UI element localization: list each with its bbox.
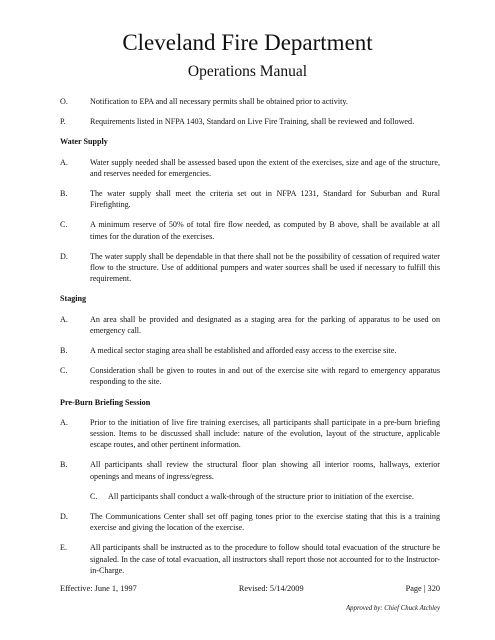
list-item-letter: C.	[90, 491, 98, 501]
list-item	[60, 491, 440, 502]
list-item-letter: B.	[60, 346, 68, 356]
list-item-text: A medical sector staging area shall be established and afforded easy access to the exercise site.	[90, 346, 397, 356]
list-item	[60, 251, 440, 285]
list-item-letter: A.	[60, 157, 68, 167]
list-item	[60, 459, 440, 481]
list-item	[60, 542, 440, 576]
revised-date: Revised: 5/14/2009	[238, 584, 304, 593]
list-item-letter: B.	[60, 189, 68, 199]
approved-by: Approved by: Chief Chuck Atchley	[346, 605, 440, 612]
list-item-text: Notification to EPA and all necessary permits shall be obtained prior to activity.	[90, 97, 348, 106]
section-heading: Pre-Burn Briefing Session	[60, 397, 151, 407]
list-item-letter: E.	[60, 543, 67, 553]
list-item-text: Consideration shall be given to routes in and out of the exercise site with regard to emergency apparatus responding to the site.	[90, 366, 440, 387]
list-item-text: The water supply shall be dependable in that there shall not be the possibility of cessation of required water flow to the structure. Use of additional pumpers and water sources shall be used if necessary to fulfill this requirement.	[90, 251, 440, 284]
list-item-letter: A.	[60, 314, 68, 324]
list-item-text: The Communications Center shall set off paging tones prior to the exercise stating that this is a training exercise and giving the location of the exercise.	[90, 512, 440, 533]
list-item	[60, 219, 440, 241]
list-item-text: Requirements listed in NFPA 1403, Standard on Live Fire Training, shall be reviewed and followed.	[90, 117, 415, 127]
list-item-text: All participants shall conduct a walk-through of the structure prior to initiation of the exercise.	[108, 491, 414, 501]
list-item	[60, 188, 440, 210]
page-number: Page | 320	[405, 584, 440, 593]
page-footer	[60, 583, 440, 594]
list-item-text: An area shall be provided and designated as a staging area for the parking of apparatus to be used on emergency call.	[90, 314, 440, 335]
list-item	[60, 511, 440, 533]
list-item-text: All participants shall review the structural floor plan showing all interior rooms, hallways, exterior openings and means of ingress/egress.	[90, 460, 440, 481]
list-item	[60, 365, 440, 387]
list-item-text: Water supply needed shall be assessed based upon the extent of the exercises, size and age of the structure, and reserves needed for emergencies.	[90, 157, 440, 178]
section-heading: Water Supply	[60, 137, 108, 147]
list-item-letter: O.	[60, 97, 68, 106]
list-item	[60, 116, 440, 127]
list-item-text: Prior to the initiation of live fire training exercises, all participants shall participate in a pre-burn briefing session. Items to be discussed shall include: nature of the evolution, layout of the structure, applicable escape routes, and other pertinent information.	[90, 417, 440, 450]
list-item	[60, 417, 440, 451]
list-item-text: A minimum reserve of 50% of total fire flow needed, as computed by B above, shall be available at all times for the duration of the exercises.	[90, 220, 440, 241]
list-item-text: All participants shall be instructed as to the procedure to follow should total evacuation of the structure be signaled. In the case of total evacuation, all instructors shall report those not accounted for to the Instructor-in-Charge.	[90, 543, 440, 575]
list-item	[60, 314, 440, 336]
page-title: Cleveland Fire Department	[122, 30, 373, 55]
effective-date: Effective: June 1, 1997	[60, 584, 137, 593]
section-heading: Staging	[60, 294, 87, 304]
list-item-text: The water supply shall meet the criteria set out in NFPA 1231, Standard for Suburban and Rural Firefighting.	[90, 189, 440, 210]
list-item	[60, 96, 440, 107]
list-item-letter: A.	[60, 417, 68, 427]
document-body	[60, 96, 440, 585]
list-item-letter: C.	[60, 366, 68, 376]
page-subtitle: Operations Manual	[187, 63, 308, 80]
list-item-letter: B.	[60, 460, 68, 470]
list-item	[60, 345, 440, 356]
list-item	[60, 157, 440, 179]
list-item-letter: C.	[60, 220, 68, 230]
list-item-letter: D.	[60, 251, 68, 261]
list-item-letter: D.	[60, 512, 68, 522]
list-item-letter: P.	[60, 117, 66, 127]
